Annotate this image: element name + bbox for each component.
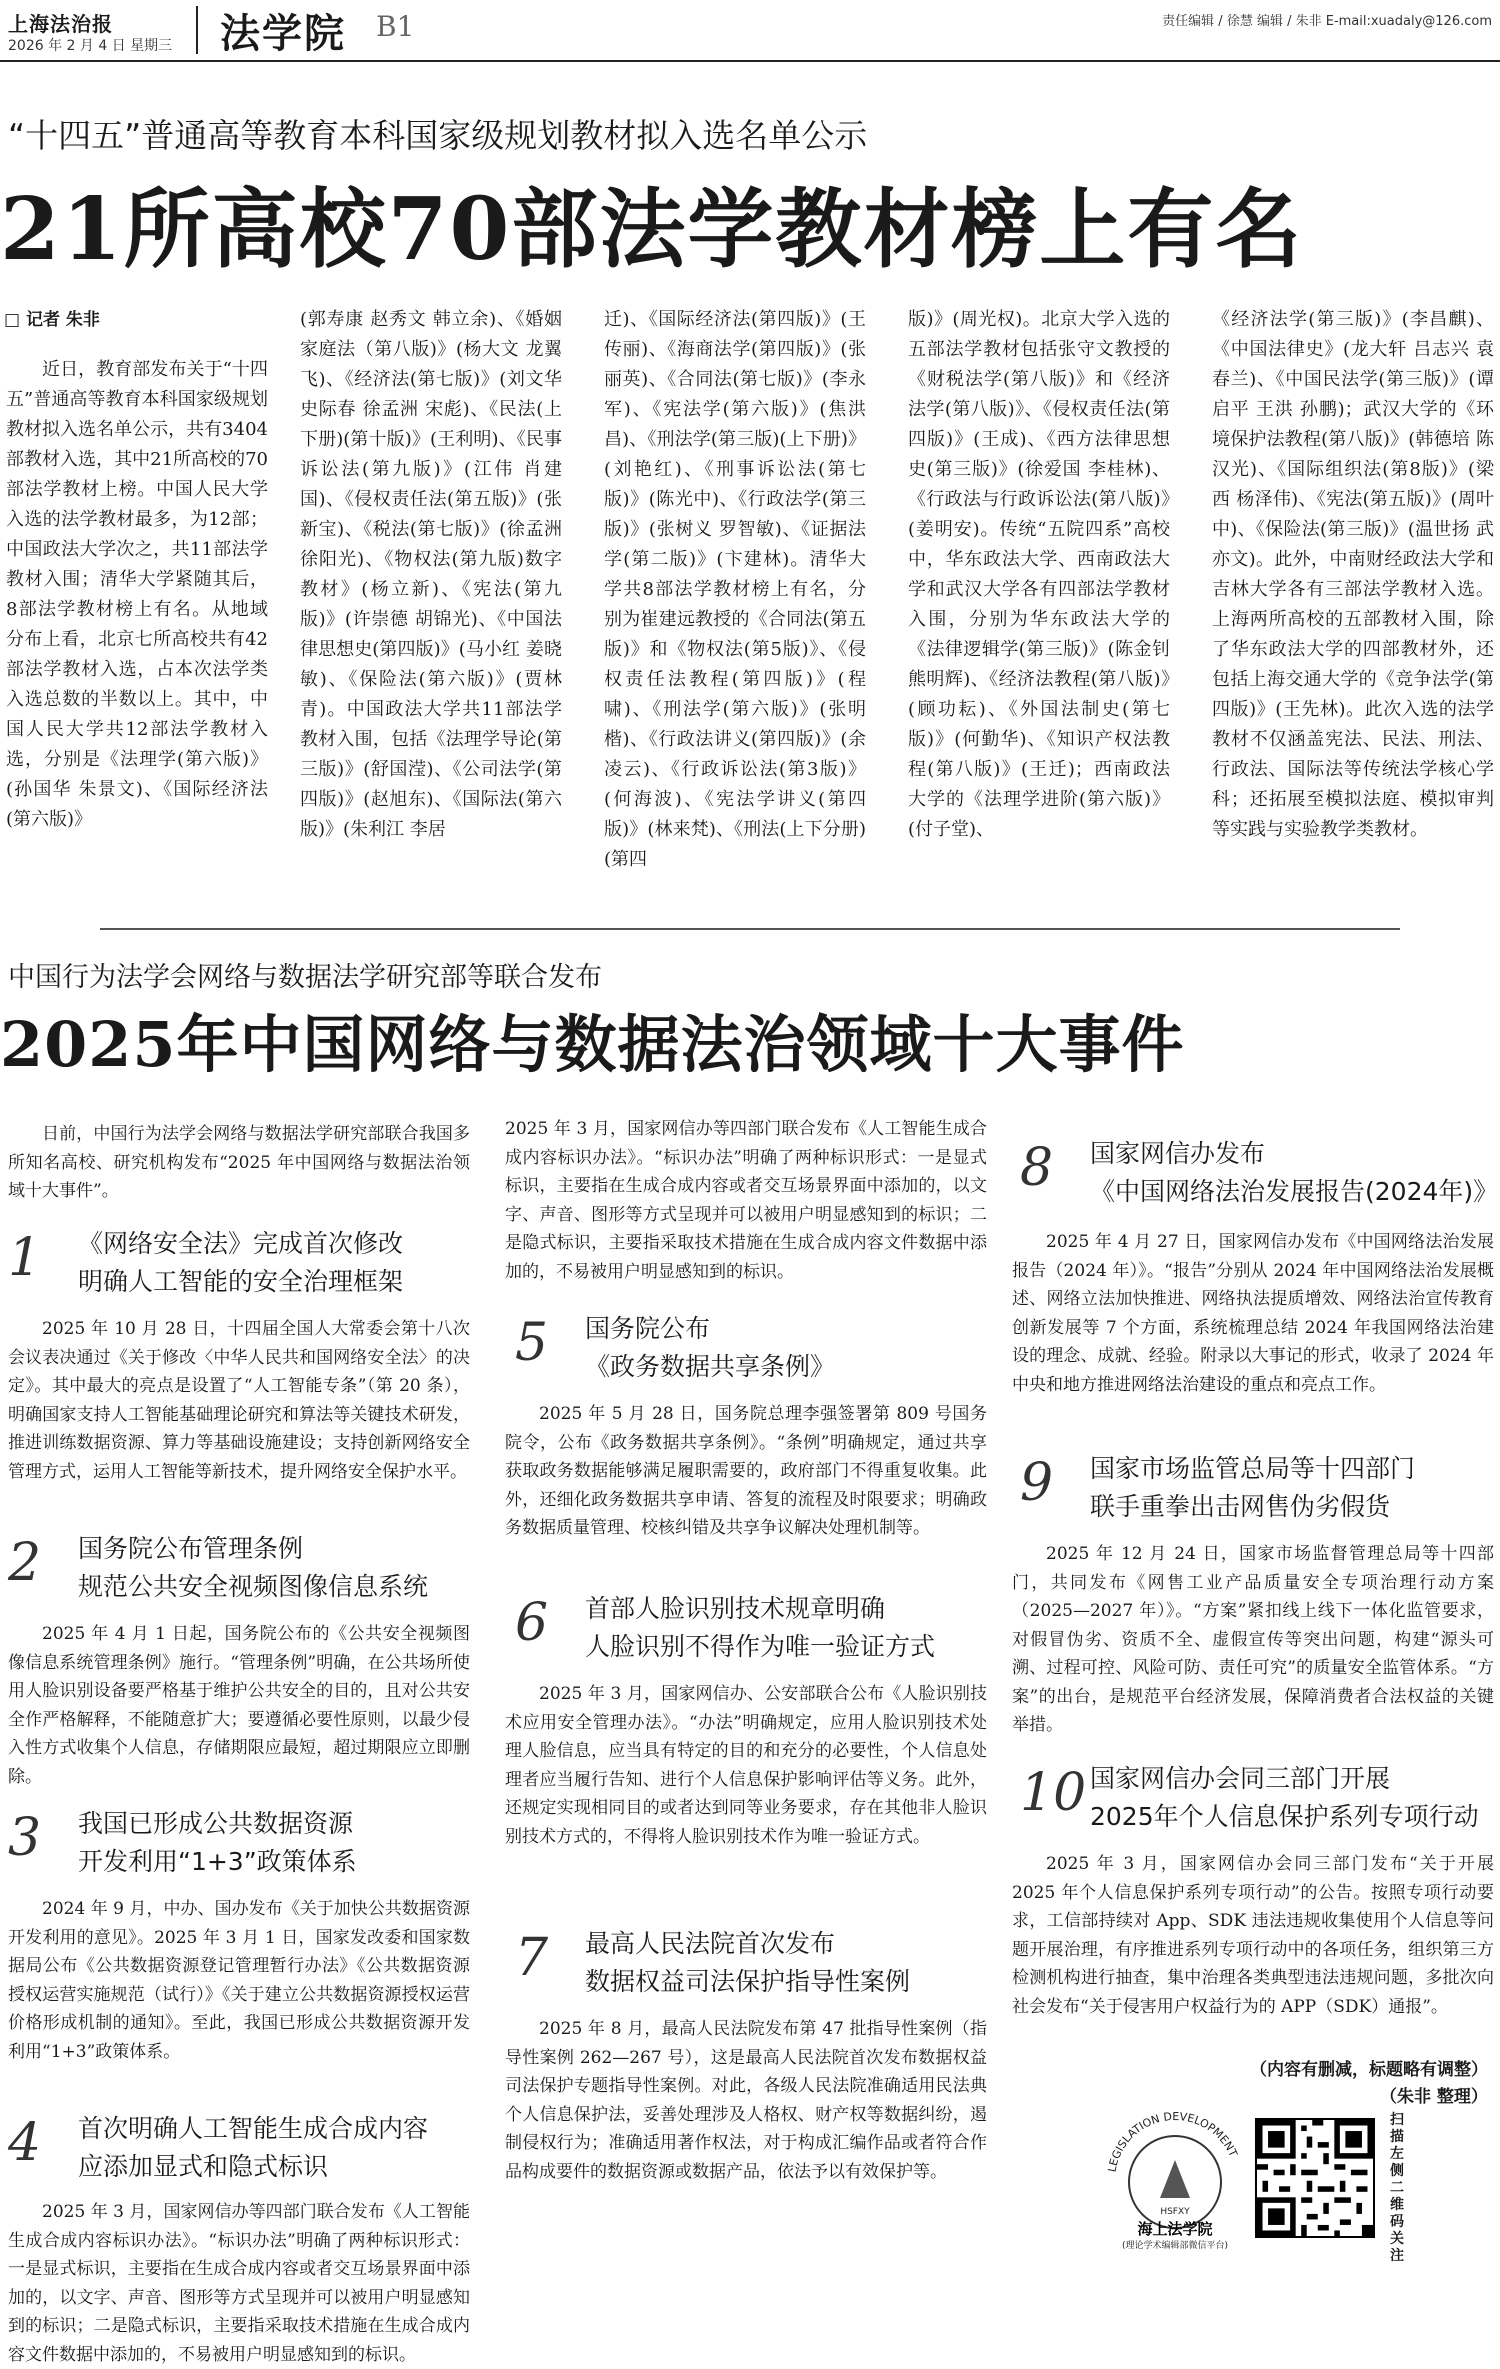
event-number: 3 — [8, 1808, 42, 1868]
article1-column-3 — [604, 305, 866, 875]
event-body — [505, 2015, 987, 2250]
event-text: 2025 年 4 月 27 日，国家网信办发布《中国网络法治发展报告（2024 年）》。“报告”分别从 2024 年中国网络法治发展概述、网络立法加快推进、网络执法提质增效、网络法治宣传教育创新发展等 7 个方面，系统梳理总结 2024 年我国网络法治建设的理念、成就、经验。附录以大事记的形式，收录了 2024 年中央和地方推进网络法治建设的重点和亮点工作。 — [1012, 1232, 1494, 1395]
event-text: 2025 年 10 月 28 日，十四届全国人大常委会第十八次会议表决通过《关于修改〈中华人民共和国网络安全法〉的决定》。其中最大的亮点是设置了“人工智能专条”（第 20 条），明确国家支持人工智能基础理论研究和算法等关键技术研发，推进训练数据资源、算力等基础设施建设；支持创新网络安全管理方式，运用人工智能等新技术，提升网络安全保护水平。 — [8, 1319, 470, 1482]
article1-column-2 — [300, 305, 562, 875]
qr-caption: 扫描左侧二维码关注 — [1390, 2112, 1404, 2264]
article1-column-4 — [908, 305, 1170, 875]
event-title-line2: 规范公共安全视频图像信息系统 — [78, 1572, 429, 1601]
event-text: 2025 年 3 月，国家网信办会同三部门发布“关于开展 2025 年个人信息保护系列专项行动”的公告。按照专项行动要求，工信部持续对 App、SDK 违法违规收集使用个人信息等问题开展治理，有序推进系列专项行动中的各项任务，组织第三方检测机构进行抽查，集中治理各类典型违法违规问题，多批次向社会发布“关于侵害用户权益行为的 APP（SDK）通报”。 — [1012, 1854, 1494, 2017]
article1-text: 版)》(周光权)。北京大学入选的五部法学教材包括张守文教授的《财税法学(第八版)》和《经济法学(第八版)》、《侵权责任法(第四版)》(王成)、《西方法律思想史(第三版)》(徐爱国 李桂林)、《行政法与行政诉讼法(第八版)》(姜明安)。传统“五院四系”高校中，华东政法大学、西南政法大学和武汉大学各有四部法学教材入围，分别为华东政法大学的《法律逻辑学(第三版)》(陈金钊 熊明辉)、《经济法教程(第八版)》(顾功耘)、《外国法制史(第七版)》(何勤华)、《知识产权法教程(第八版)》(王迁)；西南政法大学的《法理学进阶(第六版)》(付子堂)、 — [908, 309, 1170, 840]
event-number: 7 — [515, 1928, 549, 1988]
masthead-rule — [0, 60, 1500, 62]
event-text: 2025 年 12 月 24 日，国家市场监督管理总局等十四部门，共同发布《网售工业产品质量安全专项治理行动方案（2025—2027 年）》。“方案”紧扣线上线下一体化监管要求，对假冒伪劣、资质不全、虚假宣传等突出问题，构建“源头可溯、过程可控、风险可防、责任可究”的质量安全监管体系。“方案”的出台，是规范平台经济发展，保障消费者合法权益的关键举措。 — [1012, 1544, 1494, 1735]
event-body — [8, 2198, 470, 2365]
event-title-line1: 国务院公布管理条例 — [78, 1534, 304, 1563]
law-school-logo — [1090, 2110, 1260, 2250]
event-number: 6 — [515, 1593, 549, 1653]
event-title-line1: 国家网信办发布 — [1090, 1139, 1266, 1168]
event-heading — [515, 1305, 995, 1395]
event-body — [1012, 1540, 1494, 1745]
event-text: 2025 年 4 月 1 日起，国务院公布的《公共安全视频图像信息系统管理条例》施行。“管理条例”明确，在公共场所使用人脸识别设备要严格基于维护公共安全的目的，且对公共安全作严格解释，不能随意扩大；要遵循必要性原则，以最少侵入性方式收集个人信息，存储期限应最短，超过期限应立即删除。 — [8, 1624, 470, 1787]
logo-subtitle: (理论学术编辑部微信平台) — [1121, 2241, 1229, 2250]
article1-kicker: “十四五”普通高等教育本科国家级规划教材拟入选名单公示 — [8, 116, 868, 155]
event-body — [505, 1400, 987, 1575]
article1-column-5 — [1212, 305, 1494, 875]
issue-date: 2026 年 2 月 4 日 星期三 — [8, 38, 173, 54]
intro-text: 日前，中国行为法学会网络与数据法学研究部联合我国多所知名高校、研究机构发布“2025 年中国网络与数据法治领域十大事件”。 — [8, 1124, 470, 1201]
event-text: 2025 年 3 月，国家网信办等四部门联合发布《人工智能生成合成内容标识办法》。“标识办法”明确了两种标识形式：一是显式标识，主要指在生成合成内容或者交互场景界面中添加的，以文字、声音、图形等方式呈现并可以被用户明显感知到的标识；二是隐式标识，主要指采取技术措施在生成合成内容文件数据中添加的，不易被用户明显感知到的标识。 — [505, 1119, 987, 1282]
event-title-line1: 国务院公布 — [585, 1314, 711, 1343]
event-heading — [8, 1800, 478, 1890]
event-body — [8, 1620, 470, 1790]
article2-intro — [8, 1120, 470, 1210]
event-title-line1: 首部人脸识别技术规章明确 — [585, 1594, 886, 1623]
logo-mark: HSFXY — [1160, 2207, 1190, 2217]
event-title-line2: 《政务数据共享条例》 — [585, 1352, 836, 1381]
article1-text: (郭寿康 赵秀文 韩立余)、《婚姻家庭法（第八版)》(杨大文 龙翼飞)、《经济法(第七版)》(刘文华 史际春 徐孟洲 宋彪)、《民法(上下册)(第十版)》(王利明)、《民事诉讼法(第九版)》(江伟 肖建国)、《侵权责任法(第五版)》(张新宝)、《税法(第七版)》(徐孟洲 徐阳光)、《物权法(第九版)数字教材》(杨立新)、《宪法(第九版)》(许崇德 胡锦光)、《中国法律思想史(第四版)》(马小红 姜晓敏)、《保险法(第六版)》(贾林青)。中国政法大学共11部法学教材入围，包括《法理学导论(第三版)》(舒国滢)、《公司法学(第四版)》(赵旭东)、《国际法(第六版)》(朱利江 李居 — [300, 309, 562, 840]
event-number: 1 — [8, 1228, 42, 1288]
event-title-line2: 人脸识别不得作为唯一验证方式 — [585, 1632, 936, 1661]
logo-ring-text — [1106, 2110, 1240, 2173]
event-heading — [515, 1920, 995, 2010]
event-title-line2: 开发利用“1+3”政策体系 — [78, 1847, 357, 1876]
event-heading — [8, 1525, 478, 1615]
event-heading — [1020, 1755, 1500, 1845]
article1-column-1 — [6, 355, 268, 875]
article1-text: 迁)、《国际经济法(第四版)》(王传丽)、《海商法学(第四版)》(张丽英)、《合同法(第七版)》(李永军)、《宪法学(第六版)》(焦洪昌)、《刑法学(第三版)(上下册)》(刘艳红)、《刑事诉讼法(第七版)》(陈光中)、《行政法学(第三版)》(张树义 罗智敏)、《证据法学(第二版)》(卞建林)。清华大学共8部法学教材榜上有名，分别为崔建远教授的《合同法(第五版)》和《物权法(第5版)》、《侵权责任法教程(第四版)》(程啸)、《刑法学(第六版)》(张明楷)、《行政法讲义(第四版)》(余凌云)、《行政诉讼法(第3版)》(何海波)、《宪法学讲义(第四版)》(林来梵)、《刑法(上下分册)(第四 — [604, 309, 866, 870]
event-title-line1: 首次明确人工智能生成合成内容 — [78, 2114, 429, 2143]
logo-title: 海上法学院 — [1137, 2220, 1213, 2238]
compiler-note: （朱非 整理） — [1380, 2087, 1488, 2107]
qr-code[interactable] — [1255, 2118, 1375, 2238]
event-heading — [1020, 1130, 1500, 1220]
event-title-line1: 《网络安全法》完成首次修改 — [78, 1229, 404, 1258]
editor-credits: 责任编辑 / 徐慧 编辑 / 朱非 E-mail:xuadaly@126.com — [1162, 14, 1492, 29]
editor-note: （内容有删减，标题略有调整） — [1250, 2060, 1488, 2080]
event-body — [8, 1895, 470, 2095]
section-name: 法学院 — [220, 10, 346, 57]
event-body — [8, 1315, 470, 1515]
event-title-line1: 国家市场监管总局等十四部门 — [1090, 1454, 1416, 1483]
event-title-line2: 2025年个人信息保护系列专项行动 — [1090, 1802, 1479, 1831]
article1-text: 近日，教育部发布关于“十四五”普通高等教育本科国家级规划教材拟入选名单公示，共有3404部教材入选，其中21所高校的70部法学教材上榜。中国人民大学入选的法学教材最多，为12部；中国政法大学次之，共11部法学教材入围；清华大学紧随其后，8部法学教材榜上有名。从地域分布上看，北京七所高校共有42部法学教材入选，占本次法学类入选总数的半数以上。其中，中国人民大学共12部法学教材入选，分别是《法理学(第六版)》(孙国华 朱景文)、《国际经济法(第六版)》 — [6, 359, 268, 830]
event-heading — [8, 2105, 478, 2195]
masthead-separator — [196, 6, 198, 54]
article2-headline: 2025年中国网络与数据法治领域十大事件 — [0, 1008, 1185, 1081]
event-heading — [1020, 1445, 1500, 1535]
event-heading — [8, 1220, 478, 1310]
event-title-line2: 《中国网络法治发展报告(2024年)》 — [1090, 1177, 1499, 1206]
page-number: B1 — [376, 10, 415, 43]
event-text: 2025 年 3 月，国家网信办等四部门联合发布《人工智能生成合成内容标识办法》。“标识办法”明确了两种标识形式：一是显式标识，主要指在生成合成内容或者交互场景界面中添加的，以文字、声音、图形等方式呈现并可以被用户明显感知到的标识；二是隐式标识，主要指采取技术措施在生成合成内容文件数据中添加的，不易被用户明显感知到的标识。 — [8, 2202, 470, 2365]
event-text: 2025 年 5 月 28 日，国务院总理李强签署第 809 号国务院令，公布《政务数据共享条例》。“条例”明确规定，通过共享获取政务数据能够满足履职需要的，政府部门不得重复收集。此外，还细化政务数据共享申请、答复的流程及时限要求；明确政务数据质量管理、校核纠错及共享争议解决处理机制等。 — [505, 1404, 987, 1538]
article1-byline: □ 记者 朱非 — [4, 310, 100, 330]
event-body — [1012, 1850, 1494, 2055]
event-title-line1: 最高人民法院首次发布 — [585, 1929, 836, 1958]
event-text: 2025 年 3 月，国家网信办、公安部联合公布《人脸识别技术应用安全管理办法》。“办法”明确规定，应用人脸识别技术处理人脸信息，应当具有特定的目的和充分的必要性，个人信息处理者应当履行告知、进行个人信息保护影响评估等义务。此外，还规定实现相同目的或者达到同等业务要求，存在其他非人脸识别技术方式的，不得将人脸识别技术作为唯一验证方式。 — [505, 1684, 987, 1847]
event-title-line2: 联手重拳出击网售伪劣假货 — [1090, 1492, 1391, 1521]
event-title-line2: 明确人工智能的安全治理框架 — [78, 1267, 404, 1296]
event-title-line1: 我国已形成公共数据资源 — [78, 1809, 354, 1838]
event-text: 2024 年 9 月，中办、国办发布《关于加快公共数据资源开发利用的意见》。2025 年 3 月 1 日，国家发改委和国家数据局公布《公共数据资源登记管理暂行办法》《公共数据资源授权运营实施规范（试行）》《关于建立公共数据资源授权运营价格形成机制的通知》。至此，我国已形成公共数据资源开发利用“1+3”政策体系。 — [8, 1899, 470, 2062]
event-number: 4 — [8, 2113, 42, 2173]
event-body — [505, 1680, 987, 1910]
event-heading — [515, 1585, 995, 1675]
event-body — [1012, 1228, 1494, 1458]
masthead — [0, 0, 1500, 62]
event-number: 9 — [1020, 1453, 1054, 1513]
event-title-line2: 应添加显式和隐式标识 — [78, 2152, 329, 2181]
event-number: 5 — [515, 1313, 549, 1373]
event-body-continued — [505, 1115, 987, 1315]
logo-ring-path: LEGISLATION DEVELOPMENT — [1105, 2110, 1240, 2174]
event-number: 8 — [1020, 1138, 1054, 1198]
paper-name: 上海法治报 — [8, 12, 113, 36]
event-title-line2: 数据权益司法保护指导性案例 — [585, 1967, 911, 1996]
event-title-line1: 国家网信办会同三部门开展 — [1090, 1764, 1391, 1793]
article2-kicker: 中国行为法学会网络与数据法学研究部等联合发布 — [8, 962, 602, 993]
event-number: 2 — [8, 1533, 42, 1593]
article1-headline: 21所高校70部法学教材榜上有名 — [0, 179, 1304, 280]
event-text: 2025 年 8 月，最高人民法院发布第 47 批指导性案例（指导性案例 262—267 号），这是最高人民法院首次发布数据权益司法保护专题指导性案例。对此，各级人民法院准确适用民法典个人信息保护法，妥善处理涉及人格权、财产权等数据纠纷，遏制侵权行为；准确适用著作权法，对于构成汇编作品或者符合作品构成要件的数据资源或数据产品，依法予以有效保护等。 — [505, 2019, 987, 2182]
article-divider — [100, 928, 1400, 930]
article1-text: 《经济法学(第三版)》(李昌麒)、《中国法律史》(龙大轩 吕志兴 袁春兰)、《中国民法学(第三版)》(谭启平 王洪 孙鹏)；武汉大学的《环境保护法教程(第八版)》(韩德培 陈汉光)、《国际组织法(第8版)》(梁西 杨泽伟)、《宪法(第五版)》(周叶中)、《保险法(第三版)》(温世扬 武亦文)。此外，中南财经政法大学和吉林大学各有三部法学教材入选。上海两所高校的五部教材入围，除了华东政法大学的四部教材外，还包括上海交通大学的《竞争法学(第四版)》(王先林)。此次入选的法学教材不仅涵盖宪法、民法、刑法、行政法、国际法等传统法学核心学科；还拓展至模拟法庭、模拟审判等实践与实验教学类教材。 — [1212, 309, 1494, 840]
event-number: 10 — [1020, 1763, 1087, 1823]
